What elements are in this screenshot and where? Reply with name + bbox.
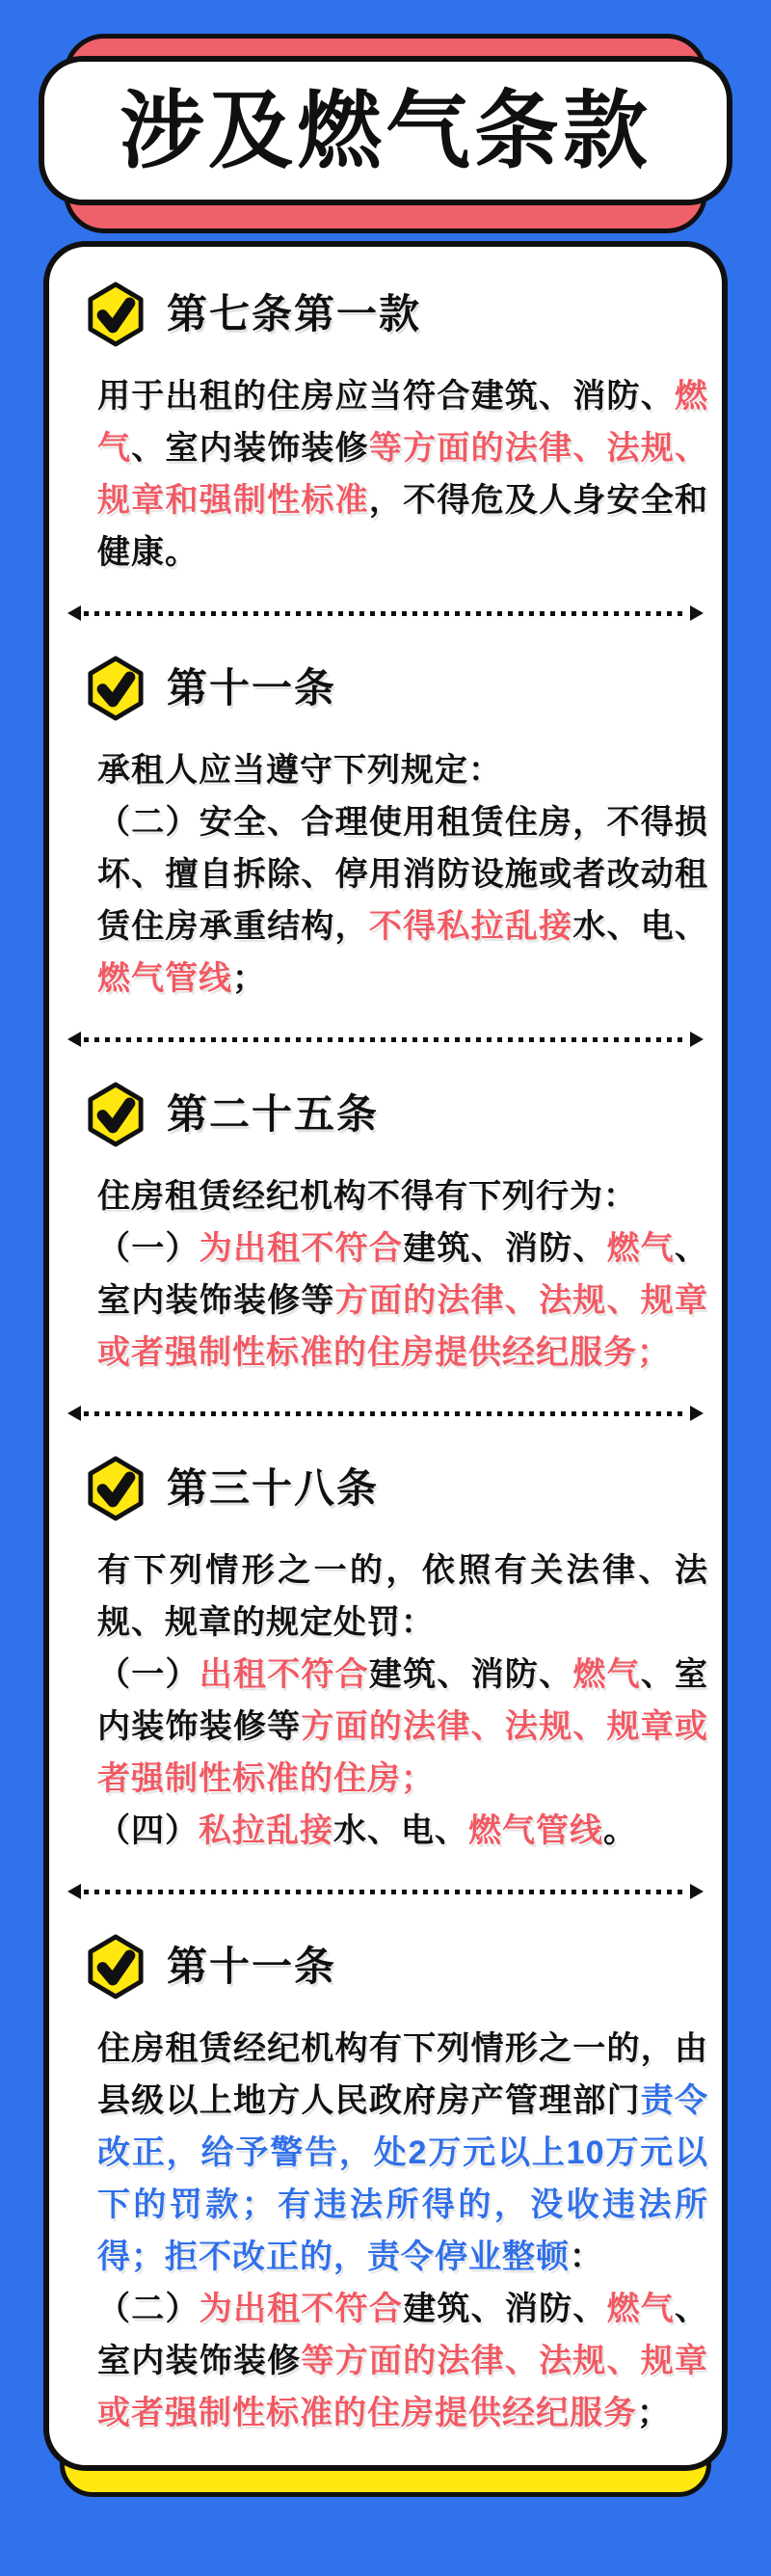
section-title: 第十一条 [167,665,337,711]
divider-left-arrow-icon [67,1884,81,1899]
text-segment-red: 燃气 [572,1656,641,1693]
check-badge-icon [86,282,146,347]
paragraph [97,370,708,578]
sections-container [97,282,708,2439]
text-segment-red: 燃气 [606,2291,676,2327]
law-section [97,1456,708,1857]
text-segment-black: ； [637,2395,671,2431]
text-segment-red: 出租不符合 [199,1656,369,1693]
dotted-divider [67,1032,704,1047]
text-segment-red: 私拉乱接 [199,1812,333,1849]
text-segment-black: ； [232,960,266,997]
text-segment-black: 、室内装饰装修 [97,2291,709,2379]
text-segment-black: （一） [97,1230,199,1267]
text-segment-black: （四） [97,1812,199,1849]
text-segment-red: 为出租不符合 [199,1230,404,1267]
divider-left-arrow-icon [67,1032,81,1047]
text-segment-black: ： [570,2239,603,2275]
paragraph [97,1805,708,1857]
paragraph [97,796,708,1005]
law-section [97,1934,708,2439]
divider-dotted-line [84,611,687,616]
text-segment-black: 水、电、 [333,1812,468,1849]
text-segment-black: 住房租赁经纪机构不得有下列行为： [97,1178,637,1215]
page-title: 涉及燃气条款 [119,82,651,178]
paragraph [97,1544,708,1649]
divider-dotted-line [84,1890,687,1894]
text-segment-red: 等方面的法律、法规、规章或者强制性标准的住房提供经纪服务 [97,2343,709,2431]
divider-left-arrow-icon [67,1406,81,1421]
section-title: 第三十八条 [167,1465,380,1511]
text-segment-black: 住房租赁经纪机构有下列情形之一的，由县级以上地方人民政府房产管理部门 [97,2030,708,2119]
text-segment-red: 燃气管线 [468,1812,603,1849]
paragraph [97,2023,708,2283]
divider-right-arrow-icon [690,1032,704,1047]
text-segment-black: ，不得危及人身安全和健康。 [97,482,709,571]
text-segment-red: 燃气 [97,378,708,467]
text-segment-black: 、室内装饰装修等 [97,1230,709,1319]
text-segment-black: 水、电、 [572,908,709,945]
section-heading [86,656,708,721]
paragraph [97,744,708,796]
paragraph [97,1170,708,1222]
text-segment-black: （二） [97,2291,199,2327]
check-badge-icon [86,1934,146,1999]
text-segment-black: 承租人应当遵守下列规定： [97,752,502,789]
divider-right-arrow-icon [690,605,704,621]
text-segment-black: 建筑、消防、 [403,1230,607,1267]
section-heading [86,282,708,347]
divider-right-arrow-icon [690,1406,704,1421]
text-segment-black: 用于出租的住房应当符合建筑、消防、 [97,378,675,415]
law-section [97,1082,708,1379]
text-segment-black: 有下列情形之一的，依照有关法律、法规、规章的规定处罚： [97,1552,708,1641]
text-segment-black: 建筑、消防、 [368,1656,573,1693]
dotted-divider [67,1884,704,1899]
divider-dotted-line [84,1037,687,1042]
divider-left-arrow-icon [67,605,81,621]
law-section [97,656,708,1005]
text-segment-black: 、室内装饰装修等 [97,1656,709,1745]
section-heading [86,1934,708,1999]
dotted-divider [67,1406,704,1421]
text-segment-red: 燃气 [606,1230,676,1267]
section-heading [86,1082,708,1147]
text-segment-red: 燃气管线 [97,960,232,997]
check-badge-icon [86,656,146,721]
paragraph [97,1222,708,1379]
page-title-box [39,56,732,205]
text-segment-black: （一） [97,1656,199,1693]
section-title: 第七条第一款 [167,291,422,336]
section-heading [86,1456,708,1521]
content-card [43,241,728,2471]
text-segment-red: 方面的法律、法规、规章或者强制性标准的住房； [97,1708,709,1797]
section-title: 第二十五条 [167,1091,380,1137]
text-segment-black: 、室内装饰装修 [131,430,369,467]
paragraph [97,2283,708,2439]
divider-right-arrow-icon [690,1884,704,1899]
text-segment-black: 建筑、消防、 [403,2291,607,2327]
text-segment-red: 不得私拉乱接 [368,908,573,945]
text-segment-red: 等方面的法律、法规、规章和强制性标准 [97,430,709,519]
text-segment-red: 为出租不符合 [199,2291,404,2327]
divider-dotted-line [84,1411,687,1416]
section-title: 第十一条 [167,1944,337,1989]
paragraph [97,1649,708,1805]
text-segment-black: （二）安全、合理使用租赁住房，不得损坏、擅自拆除、停用消防设施或者改动租赁住房承重结构， [97,804,708,945]
law-section [97,282,708,578]
text-segment-black: 。 [603,1812,637,1849]
check-badge-icon [86,1456,146,1521]
check-badge-icon [86,1082,146,1147]
text-segment-red: 方面的法律、法规、规章或者强制性标准的住房提供经纪服务； [97,1282,709,1371]
dotted-divider [67,605,704,621]
text-segment-blue: 责令改正，给予警告，处2万元以上10万元以下的罚款；有违法所得的，没收违法所得；拒不改正的，责令停业整顿 [97,2082,709,2275]
